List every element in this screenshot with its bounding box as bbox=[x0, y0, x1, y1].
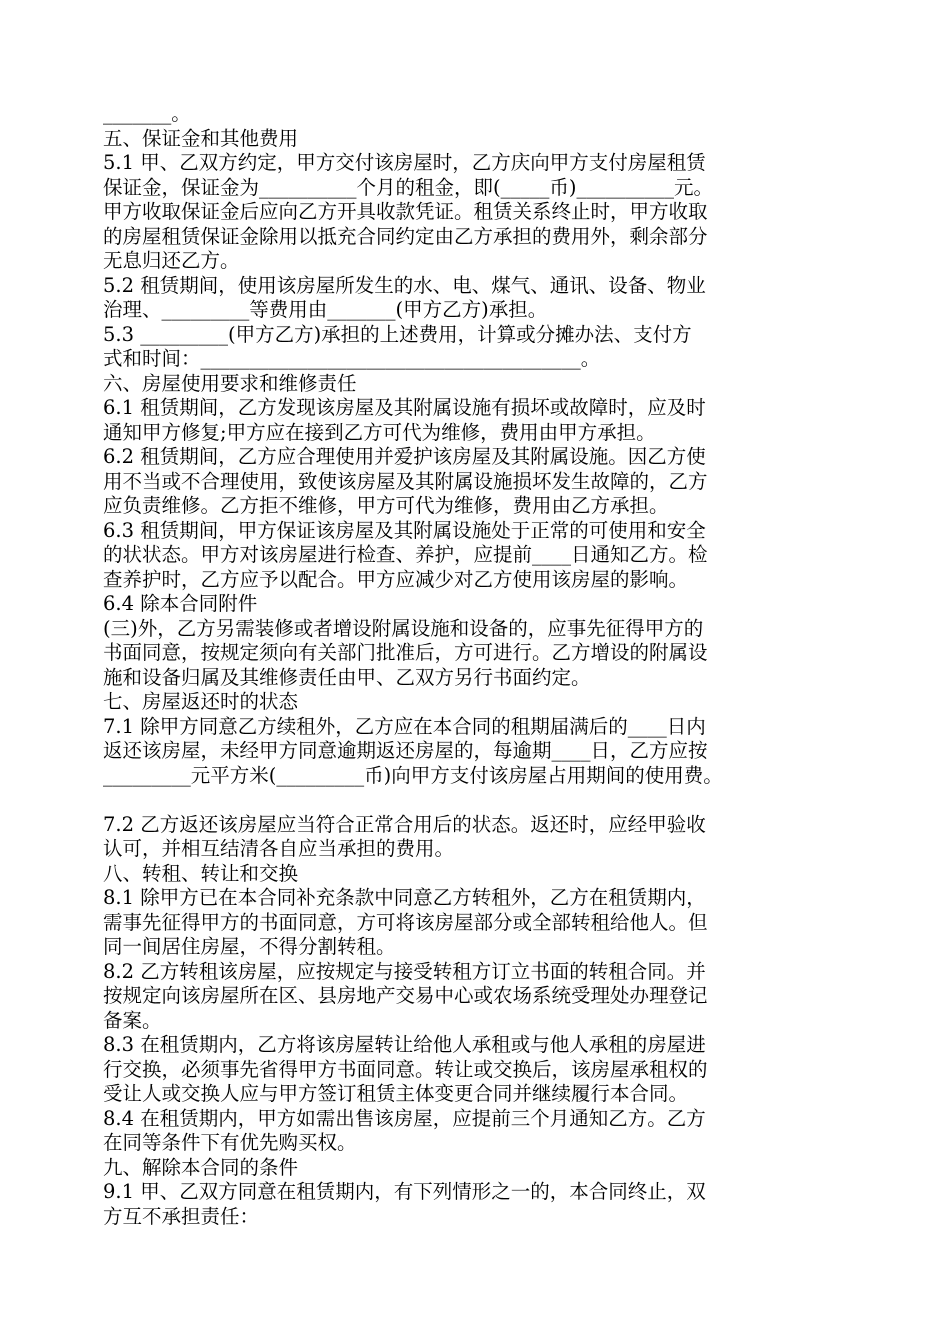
text-line: 施和设备归属及其维修责任由甲、乙双方另行书面约定。 bbox=[103, 665, 591, 689]
text-line: 5.1 甲、乙双方约定，甲方交付该房屋时，乙方庆向甲方支付房屋租赁 bbox=[103, 151, 706, 174]
text-line: 6.1 租赁期间，乙方发现该房屋及其附属设施有损坏或故障时，应及时 bbox=[103, 396, 706, 419]
text-line: (三)外，乙方另需装修或者增设附属设施和设备的，应事先征得甲方的 bbox=[103, 616, 704, 640]
text-line: 6.3 租赁期间，甲方保证该房屋及其附属设施处于正常的可使用和安全 bbox=[103, 518, 706, 542]
text-line: 5.3 _________(甲方乙方)承担的上述费用，计算或分摊办法、支付方 bbox=[103, 322, 692, 346]
text-line: 无息归还乙方。 bbox=[103, 249, 240, 272]
text-line: 7.2 乙方返还该房屋应当符合正常合用后的状态。返还时，应经甲验收 bbox=[103, 812, 706, 836]
text-line: 书面同意，按规定须向有关部门批准后，方可进行。乙方增设的附属设 bbox=[103, 641, 708, 664]
document-page bbox=[103, 102, 855, 1229]
text-line: 按规定向该房屋所在区、县房地产交易中心或农场系统受理处办理登记 bbox=[103, 984, 708, 1007]
text-line: 同一间居住房屋，不得分割转租。 bbox=[103, 935, 396, 958]
text-line: 查养护时，乙方应予以配合。甲方应减少对乙方使用该房屋的影响。 bbox=[103, 567, 689, 591]
text-line: 5.2 租赁期间，使用该房屋所发生的水、电、煤气、通讯、设备、物业 bbox=[103, 273, 706, 297]
text-line: 在同等条件下有优先购买权。 bbox=[103, 1131, 357, 1154]
text-line: 8.2 乙方转租该房屋，应按规定与接受转租方订立书面的转租合同。并 bbox=[103, 959, 706, 983]
text-line: 用不当或不合理使用，致使该房屋及其附属设施损坏发生故障的，乙方 bbox=[103, 469, 708, 493]
blank-line bbox=[103, 788, 855, 813]
text-line: _______。 bbox=[103, 102, 191, 125]
text-line: 七、房屋返还时的状态 bbox=[103, 690, 299, 713]
text-line: 8.3 在租赁期内，乙方将该房屋转让给他人承租或与他人承租的房屋进 bbox=[103, 1033, 706, 1056]
text-line: 应负责维修。乙方拒不维修，甲方可代为维修，费用由乙方承担。 bbox=[103, 494, 669, 517]
text-line: 六、房屋使用要求和维修责任 bbox=[103, 371, 357, 395]
text-line: 8.4 在租赁期内，甲方如需出售该房屋，应提前三个月通知乙方。乙方 bbox=[103, 1106, 706, 1130]
text-line: 的房屋租赁保证金除用以抵充合同约定由乙方承担的费用外，剩余部分 bbox=[103, 224, 708, 248]
text-line: 6.4 除本合同附件 bbox=[103, 592, 258, 615]
text-line: 7.1 除甲方同意乙方续租外，乙方应在本合同的租期届满后的____日内 bbox=[103, 714, 706, 738]
text-line: 五、保证金和其他费用 bbox=[103, 126, 299, 150]
text-line: _________元平方米(_________币)向甲方支付该房屋占用期间的使用费。 bbox=[103, 763, 723, 787]
text-line: 治理、_________等费用由_______(甲方乙方)承担。 bbox=[103, 298, 548, 321]
text-line: 的状状态。甲方对该房屋进行检查、养护，应提前____日通知乙方。检 bbox=[103, 543, 708, 566]
text-line: 方互不承担责任： bbox=[103, 1204, 260, 1228]
text-line: 受让人或交换人应与甲方签订租赁主体变更合同并继续履行本合同。 bbox=[103, 1082, 689, 1105]
text-line: 备案。 bbox=[103, 1008, 162, 1032]
text-line: 甲方收取保证金后应向乙方开具收款凭证。租赁关系终止时，甲方收取 bbox=[103, 200, 708, 223]
text-line: 6.2 租赁期间，乙方应合理使用并爱护该房屋及其附属设施。因乙方使 bbox=[103, 445, 706, 468]
text-line: 通知甲方修复;甲方应在接到乙方可代为维修，费用由甲方承担。 bbox=[103, 420, 656, 444]
text-line: 认可，并相互结清各自应当承担的费用。 bbox=[103, 837, 455, 860]
text-line: 需事先征得甲方的书面同意，方可将该房屋部分或全部转租给他人。但 bbox=[103, 910, 708, 934]
text-line: 返还该房屋，未经甲方同意逾期返还房屋的，每逾期____日，乙方应按 bbox=[103, 739, 708, 762]
text-line: 8.1 除甲方已在本合同补充条款中同意乙方转租外，乙方在租赁期内， bbox=[103, 886, 706, 909]
text-line: 九、解除本合同的条件 bbox=[103, 1155, 299, 1179]
text-line: 八、转租、转让和交换 bbox=[103, 861, 299, 885]
text-line: 9.1 甲、乙双方同意在租赁期内，有下列情形之一的，本合同终止，双 bbox=[103, 1180, 706, 1203]
text-line: 保证金，保证金为__________个月的租金，即(_____币)__________元。 bbox=[103, 175, 713, 199]
text-line: 式和时间：_______________________________________。 bbox=[103, 347, 601, 370]
text-line: 行交换，必须事先省得甲方书面同意。转让或交换后，该房屋承租权的 bbox=[103, 1057, 708, 1081]
